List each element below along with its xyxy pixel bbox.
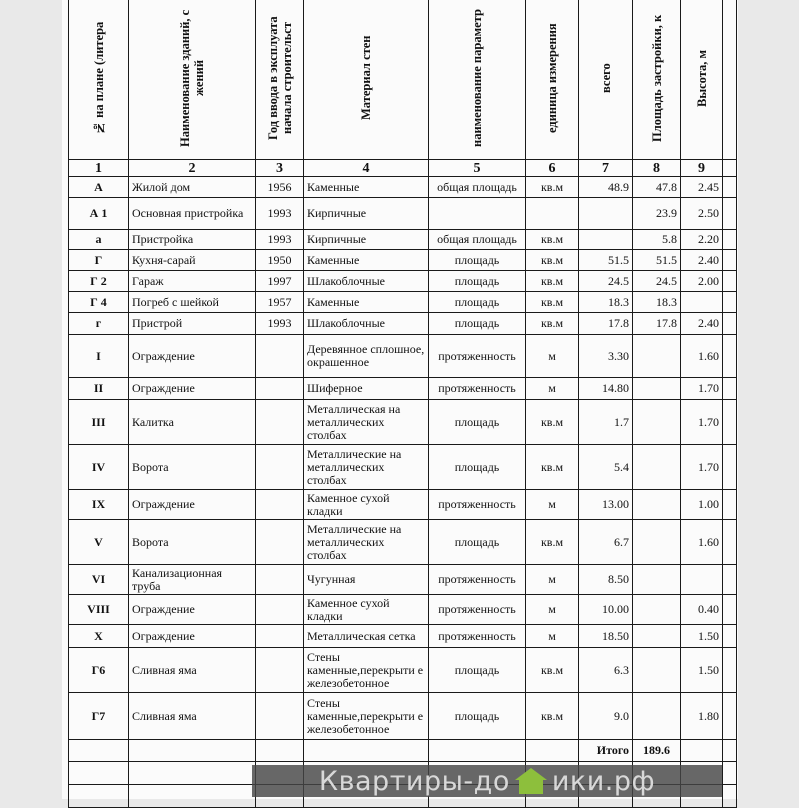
table-cell-extra [723,400,737,445]
table-cell-extra [723,520,737,565]
table-cell: Г6 [69,648,129,693]
table-cell: площадь [429,445,526,490]
table-cell [579,198,633,230]
table-cell: кв.м [526,250,579,271]
table-cell: 6.7 [579,520,633,565]
table-cell: Металлические на металлических столбах [304,520,429,565]
table-cell: общая площадь [429,230,526,250]
table-cell: VIII [69,595,129,625]
table-cell: м [526,565,579,595]
table-cell [723,740,737,762]
column-number: 3 [256,160,304,177]
table-cell: Ограждение [129,490,256,520]
table-cell: Ограждение [129,335,256,378]
table-cell: 17.8 [633,313,681,335]
table-cell-extra [723,230,737,250]
table-cell: Гараж [129,271,256,292]
table-cell: IX [69,490,129,520]
table-cell: кв.м [526,230,579,250]
table-cell: кв.м [526,400,579,445]
table-row [69,198,737,230]
table-cell: г [69,313,129,335]
table-row [69,271,737,292]
table-row [69,250,737,271]
header-cell [526,0,579,160]
table-cell [256,445,304,490]
table-cell [681,740,723,762]
column-number: 5 [429,160,526,177]
table-cell-extra [723,445,737,490]
table-cell: Металлическая сетка [304,625,429,648]
table-cell: Ограждение [129,595,256,625]
table-cell: 1.50 [681,625,723,648]
table-cell: кв.м [526,693,579,740]
table-cell: X [69,625,129,648]
table-cell: I [69,335,129,378]
table-cell-extra [723,565,737,595]
table-row [69,335,737,378]
table-cell: кв.м [526,292,579,313]
table-cell [129,740,256,762]
table-cell-extra [723,378,737,400]
table-cell: кв.м [526,648,579,693]
header-cell [129,0,256,160]
table-cell: 1993 [256,313,304,335]
table-cell-extra [723,271,737,292]
table-cell [579,230,633,250]
watermark-logo [252,765,722,797]
table-cell: м [526,595,579,625]
table-cell: Ворота [129,520,256,565]
table-cell: 1.70 [681,445,723,490]
table-cell: 18.3 [633,292,681,313]
table-cell: кв.м [526,313,579,335]
column-number: 7 [579,160,633,177]
header-label: Площадь застройки, к [649,13,664,142]
table-cell: кв.м [526,271,579,292]
table-cell: Канализационная труба [129,565,256,595]
table-cell-extra [723,250,737,271]
table-cell: 24.5 [579,271,633,292]
table-cell [256,378,304,400]
table-row [69,490,737,520]
table-cell: 1.70 [681,400,723,445]
table-cell: кв.м [526,520,579,565]
table-cell: 1993 [256,198,304,230]
table-cell [633,445,681,490]
table-cell [633,335,681,378]
table-cell [304,740,429,762]
table-cell [129,785,256,808]
table-cell: 3.30 [579,335,633,378]
table-row [69,648,737,693]
table-cell: 2.40 [681,313,723,335]
table-cell: 1.50 [681,648,723,693]
table-cell [256,490,304,520]
table-cell: Каменные [304,292,429,313]
table-cell: площадь [429,292,526,313]
table-cell: 1.60 [681,335,723,378]
buildings-table [68,0,737,808]
table-cell [256,565,304,595]
table-cell: 17.8 [579,313,633,335]
table-cell: Каменное сухой кладки [304,490,429,520]
table-cell: 48.9 [579,177,633,198]
table-cell: 1.00 [681,490,723,520]
table-cell: площадь [429,648,526,693]
header-label: Наименование зданий, с жений [178,8,206,147]
table-cell: 1997 [256,271,304,292]
column-number-extra [723,160,737,177]
table-cell: протяженность [429,378,526,400]
table-cell-extra [723,313,737,335]
header-cell [681,0,723,160]
table-cell: кв.м [526,445,579,490]
table-cell: 13.00 [579,490,633,520]
table-cell: Шиферное [304,378,429,400]
table-cell: Каменное сухой кладки [304,595,429,625]
table-row [69,693,737,740]
table-cell: Чугунная [304,565,429,595]
column-number: 4 [304,160,429,177]
header-cell [304,0,429,160]
table-cell: 5.4 [579,445,633,490]
table-cell: 2.20 [681,230,723,250]
table-cell [256,625,304,648]
column-number-row [69,160,737,177]
table-cell: Стены каменные,перекрыти е железобетонное [304,693,429,740]
table-cell: Кирпичные [304,198,429,230]
header-cell [69,0,129,160]
table-cell: Шлакоблочные [304,313,429,335]
column-number: 2 [129,160,256,177]
table-cell: VI [69,565,129,595]
total-label: Итого [579,740,633,762]
table-cell: Сливная яма [129,648,256,693]
table-cell: Г 2 [69,271,129,292]
table-cell-extra [723,693,737,740]
table-cell: Калитка [129,400,256,445]
header-label: № на плане (литера [91,20,106,135]
table-cell: IV [69,445,129,490]
table-cell [256,740,304,762]
table-cell [526,198,579,230]
table-cell: 2.00 [681,271,723,292]
table-cell: Деревянное сплошное, окрашенное [304,335,429,378]
table-cell: м [526,378,579,400]
table-cell: 8.50 [579,565,633,595]
table-row [69,292,737,313]
table-row [69,230,737,250]
table-cell-extra [723,335,737,378]
table-cell: 1.80 [681,693,723,740]
table-cell-extra [723,292,737,313]
table-cell: 6.3 [579,648,633,693]
table-cell [69,762,129,785]
header-cell-extra [723,0,737,160]
table-cell [633,565,681,595]
table-cell: III [69,400,129,445]
table-cell [633,625,681,648]
table-cell: общая площадь [429,177,526,198]
table-cell: кв.м [526,177,579,198]
column-number: 6 [526,160,579,177]
table-cell: Ограждение [129,378,256,400]
table-cell [633,520,681,565]
header-cell [256,0,304,160]
table-cell [633,595,681,625]
table-cell: протяженность [429,490,526,520]
table-cell [256,595,304,625]
table-cell [723,785,737,808]
table-cell: 10.00 [579,595,633,625]
table-cell: II [69,378,129,400]
header-label: наименование параметр [470,8,484,147]
table-cell: Металлическая на металлических столбах [304,400,429,445]
table-cell [256,520,304,565]
table-cell: 1956 [256,177,304,198]
table-cell: 1950 [256,250,304,271]
table-cell: Кирпичные [304,230,429,250]
table-cell: Каменные [304,250,429,271]
header-cell [579,0,633,160]
total-row [69,740,737,762]
table-cell [256,335,304,378]
table-cell: 24.5 [633,271,681,292]
header-cell [633,0,681,160]
table-row [69,177,737,198]
table-cell: 2.45 [681,177,723,198]
table-cell: Пристройка [129,230,256,250]
table-cell: Пристрой [129,313,256,335]
table-cell: м [526,490,579,520]
table-row [69,313,737,335]
table-cell: 0.40 [681,595,723,625]
table-cell: площадь [429,693,526,740]
table-cell: 1993 [256,230,304,250]
table-cell [69,740,129,762]
table-cell [429,740,526,762]
table-cell: 2.40 [681,250,723,271]
table-cell: протяженность [429,595,526,625]
table-cell [633,693,681,740]
table-cell [526,740,579,762]
table-cell [429,198,526,230]
table-cell: 51.5 [633,250,681,271]
table-cell: А [69,177,129,198]
table-row [69,378,737,400]
table-cell: 23.9 [633,198,681,230]
watermark-text-left: Квартиры-до [318,765,510,797]
table-cell [633,400,681,445]
table-row [69,565,737,595]
table-cell: Г [69,250,129,271]
table-cell: 1.7 [579,400,633,445]
table-row [69,400,737,445]
table-cell [681,292,723,313]
table-cell: Кухня-сарай [129,250,256,271]
header-label: Высота, м [694,48,709,107]
table-cell [256,693,304,740]
header-row [69,0,737,160]
table-cell: а [69,230,129,250]
table-cell: 14.80 [579,378,633,400]
table-cell: Погреб с шейкой [129,292,256,313]
table-cell: Г7 [69,693,129,740]
table-cell: Ограждение [129,625,256,648]
table-cell: протяженность [429,565,526,595]
table-cell-extra [723,198,737,230]
table-cell: 18.50 [579,625,633,648]
table-cell: А 1 [69,198,129,230]
table-cell: протяженность [429,335,526,378]
table-row [69,520,737,565]
table-cell [633,648,681,693]
table-cell [633,378,681,400]
table-row [69,595,737,625]
table-cell [129,762,256,785]
table-cell: Г 4 [69,292,129,313]
total-value: 189.6 [633,740,681,762]
table-cell: Основная пристройка [129,198,256,230]
table-cell-extra [723,625,737,648]
table-cell-extra [723,177,737,198]
column-number: 8 [633,160,681,177]
table-row [69,625,737,648]
table-cell: 18.3 [579,292,633,313]
header-label: всего [598,62,613,93]
table-cell: Шлакоблочные [304,271,429,292]
header-label: Материал стен [359,35,373,120]
table-cell: 51.5 [579,250,633,271]
table-cell: Жилой дом [129,177,256,198]
table-cell: 1.70 [681,378,723,400]
table-cell: Сливная яма [129,693,256,740]
table-cell: Стены каменные,перекрыти е железобетонное [304,648,429,693]
column-number: 1 [69,160,129,177]
table-cell-extra [723,490,737,520]
table-cell: 1.60 [681,520,723,565]
table-cell-extra [723,648,737,693]
table-cell: 5.8 [633,230,681,250]
table-cell: Металлические на металлических столбах [304,445,429,490]
table-cell [256,648,304,693]
table-cell: площадь [429,313,526,335]
table-cell: площадь [429,250,526,271]
table-cell: площадь [429,520,526,565]
table-row [69,445,737,490]
table-cell: 47.8 [633,177,681,198]
table-cell: протяженность [429,625,526,648]
watermark-text-right: ики.рф [551,765,656,797]
table-cell: 9.0 [579,693,633,740]
house-icon [511,768,551,794]
table-cell: V [69,520,129,565]
table-cell [256,400,304,445]
table-cell: площадь [429,271,526,292]
table-cell [681,565,723,595]
table-cell: площадь [429,400,526,445]
table-cell: Ворота [129,445,256,490]
table-cell [633,490,681,520]
table-cell [69,785,129,808]
table-cell: м [526,335,579,378]
header-cell [429,0,526,160]
table-cell: м [526,625,579,648]
table-cell: 2.50 [681,198,723,230]
table-cell: 1957 [256,292,304,313]
table-cell-extra [723,595,737,625]
column-number: 9 [681,160,723,177]
header-label: единица измерения [545,22,559,133]
table-cell [723,762,737,785]
header-label: Год ввода в эксплуата начала строительст [265,15,294,140]
table-cell: Каменные [304,177,429,198]
